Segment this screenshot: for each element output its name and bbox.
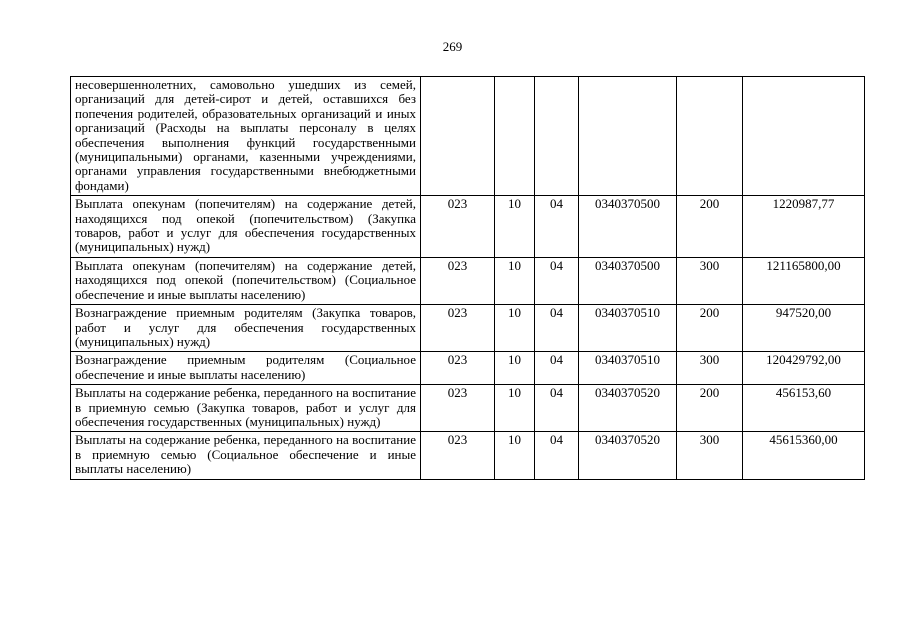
row-ministry-code: 023 (421, 385, 495, 432)
row-description: Выплата опекунам (попечителям) на содержание детей, находящихся под опекой (попечительством) (Социальное обеспечение и иные выплаты населению) (71, 257, 421, 304)
table-row (71, 305, 865, 352)
row-amount: 947520,00 (743, 305, 865, 352)
table-row (71, 432, 865, 479)
page-number: 269 (442, 39, 463, 54)
row-amount: 1220987,77 (743, 196, 865, 258)
row-section-code: 10 (495, 385, 535, 432)
table-row (71, 257, 865, 304)
row-target-article (579, 77, 677, 196)
table-row (71, 77, 865, 196)
row-description: Вознаграждение приемным родителям (Закупка товаров, работ и услуг для обеспечения государственных (муниципальных) нужд) (71, 305, 421, 352)
row-description: Выплаты на содержание ребенка, переданного на воспитание в приемную семью (Социальное обеспечение и иные выплаты населению) (71, 432, 421, 479)
row-expense-type: 200 (677, 385, 743, 432)
row-expense-type: 300 (677, 352, 743, 385)
table-row (71, 352, 865, 385)
row-expense-type: 300 (677, 432, 743, 479)
row-amount: 456153,60 (743, 385, 865, 432)
row-amount: 121165800,00 (743, 257, 865, 304)
row-subsection-code (535, 77, 579, 196)
row-amount: 120429792,00 (743, 352, 865, 385)
row-target-article: 0340370510 (579, 305, 677, 352)
row-expense-type: 200 (677, 196, 743, 258)
row-ministry-code: 023 (421, 196, 495, 258)
row-section-code: 10 (495, 352, 535, 385)
row-section-code: 10 (495, 305, 535, 352)
row-ministry-code: 023 (421, 432, 495, 479)
table-row (71, 385, 865, 432)
row-description: Выплаты на содержание ребенка, переданного на воспитание в приемную семью (Закупка товаров, работ и услуг для обеспечения государственных (муниципальных) нужд) (71, 385, 421, 432)
row-subsection-code: 04 (535, 352, 579, 385)
row-ministry-code (421, 77, 495, 196)
row-subsection-code: 04 (535, 432, 579, 479)
row-amount (743, 77, 865, 196)
row-expense-type: 300 (677, 257, 743, 304)
table-row (71, 196, 865, 258)
budget-table (70, 76, 865, 480)
row-section-code: 10 (495, 432, 535, 479)
row-target-article: 0340370510 (579, 352, 677, 385)
row-target-article: 0340370500 (579, 196, 677, 258)
row-ministry-code: 023 (421, 257, 495, 304)
row-expense-type (677, 77, 743, 196)
row-description: несовершеннолетних, самовольно ушедших из семей, организаций для детей-сирот и детей, оставшихся без попечения родителей, образовательных организаций и иных организаций (Расходы на выплаты персоналу в целях обеспечения выполнения функций государственными (муниципальными) органами, казенными учреждениями, органами управления государственными внебюджетными фондами) (71, 77, 421, 196)
row-subsection-code: 04 (535, 385, 579, 432)
row-target-article: 0340370500 (579, 257, 677, 304)
row-subsection-code: 04 (535, 196, 579, 258)
row-subsection-code: 04 (535, 305, 579, 352)
row-ministry-code: 023 (421, 352, 495, 385)
row-target-article: 0340370520 (579, 432, 677, 479)
row-expense-type: 200 (677, 305, 743, 352)
row-description: Вознаграждение приемным родителям (Социальное обеспечение и иные выплаты населению) (71, 352, 421, 385)
row-description: Выплата опекунам (попечителям) на содержание детей, находящихся под опекой (попечительством) (Закупка товаров, работ и услуг для обеспечения государственных (муниципальных) нужд) (71, 196, 421, 258)
row-section-code: 10 (495, 196, 535, 258)
row-section-code: 10 (495, 257, 535, 304)
row-subsection-code: 04 (535, 257, 579, 304)
row-ministry-code: 023 (421, 305, 495, 352)
row-section-code (495, 77, 535, 196)
row-target-article: 0340370520 (579, 385, 677, 432)
row-amount: 45615360,00 (743, 432, 865, 479)
